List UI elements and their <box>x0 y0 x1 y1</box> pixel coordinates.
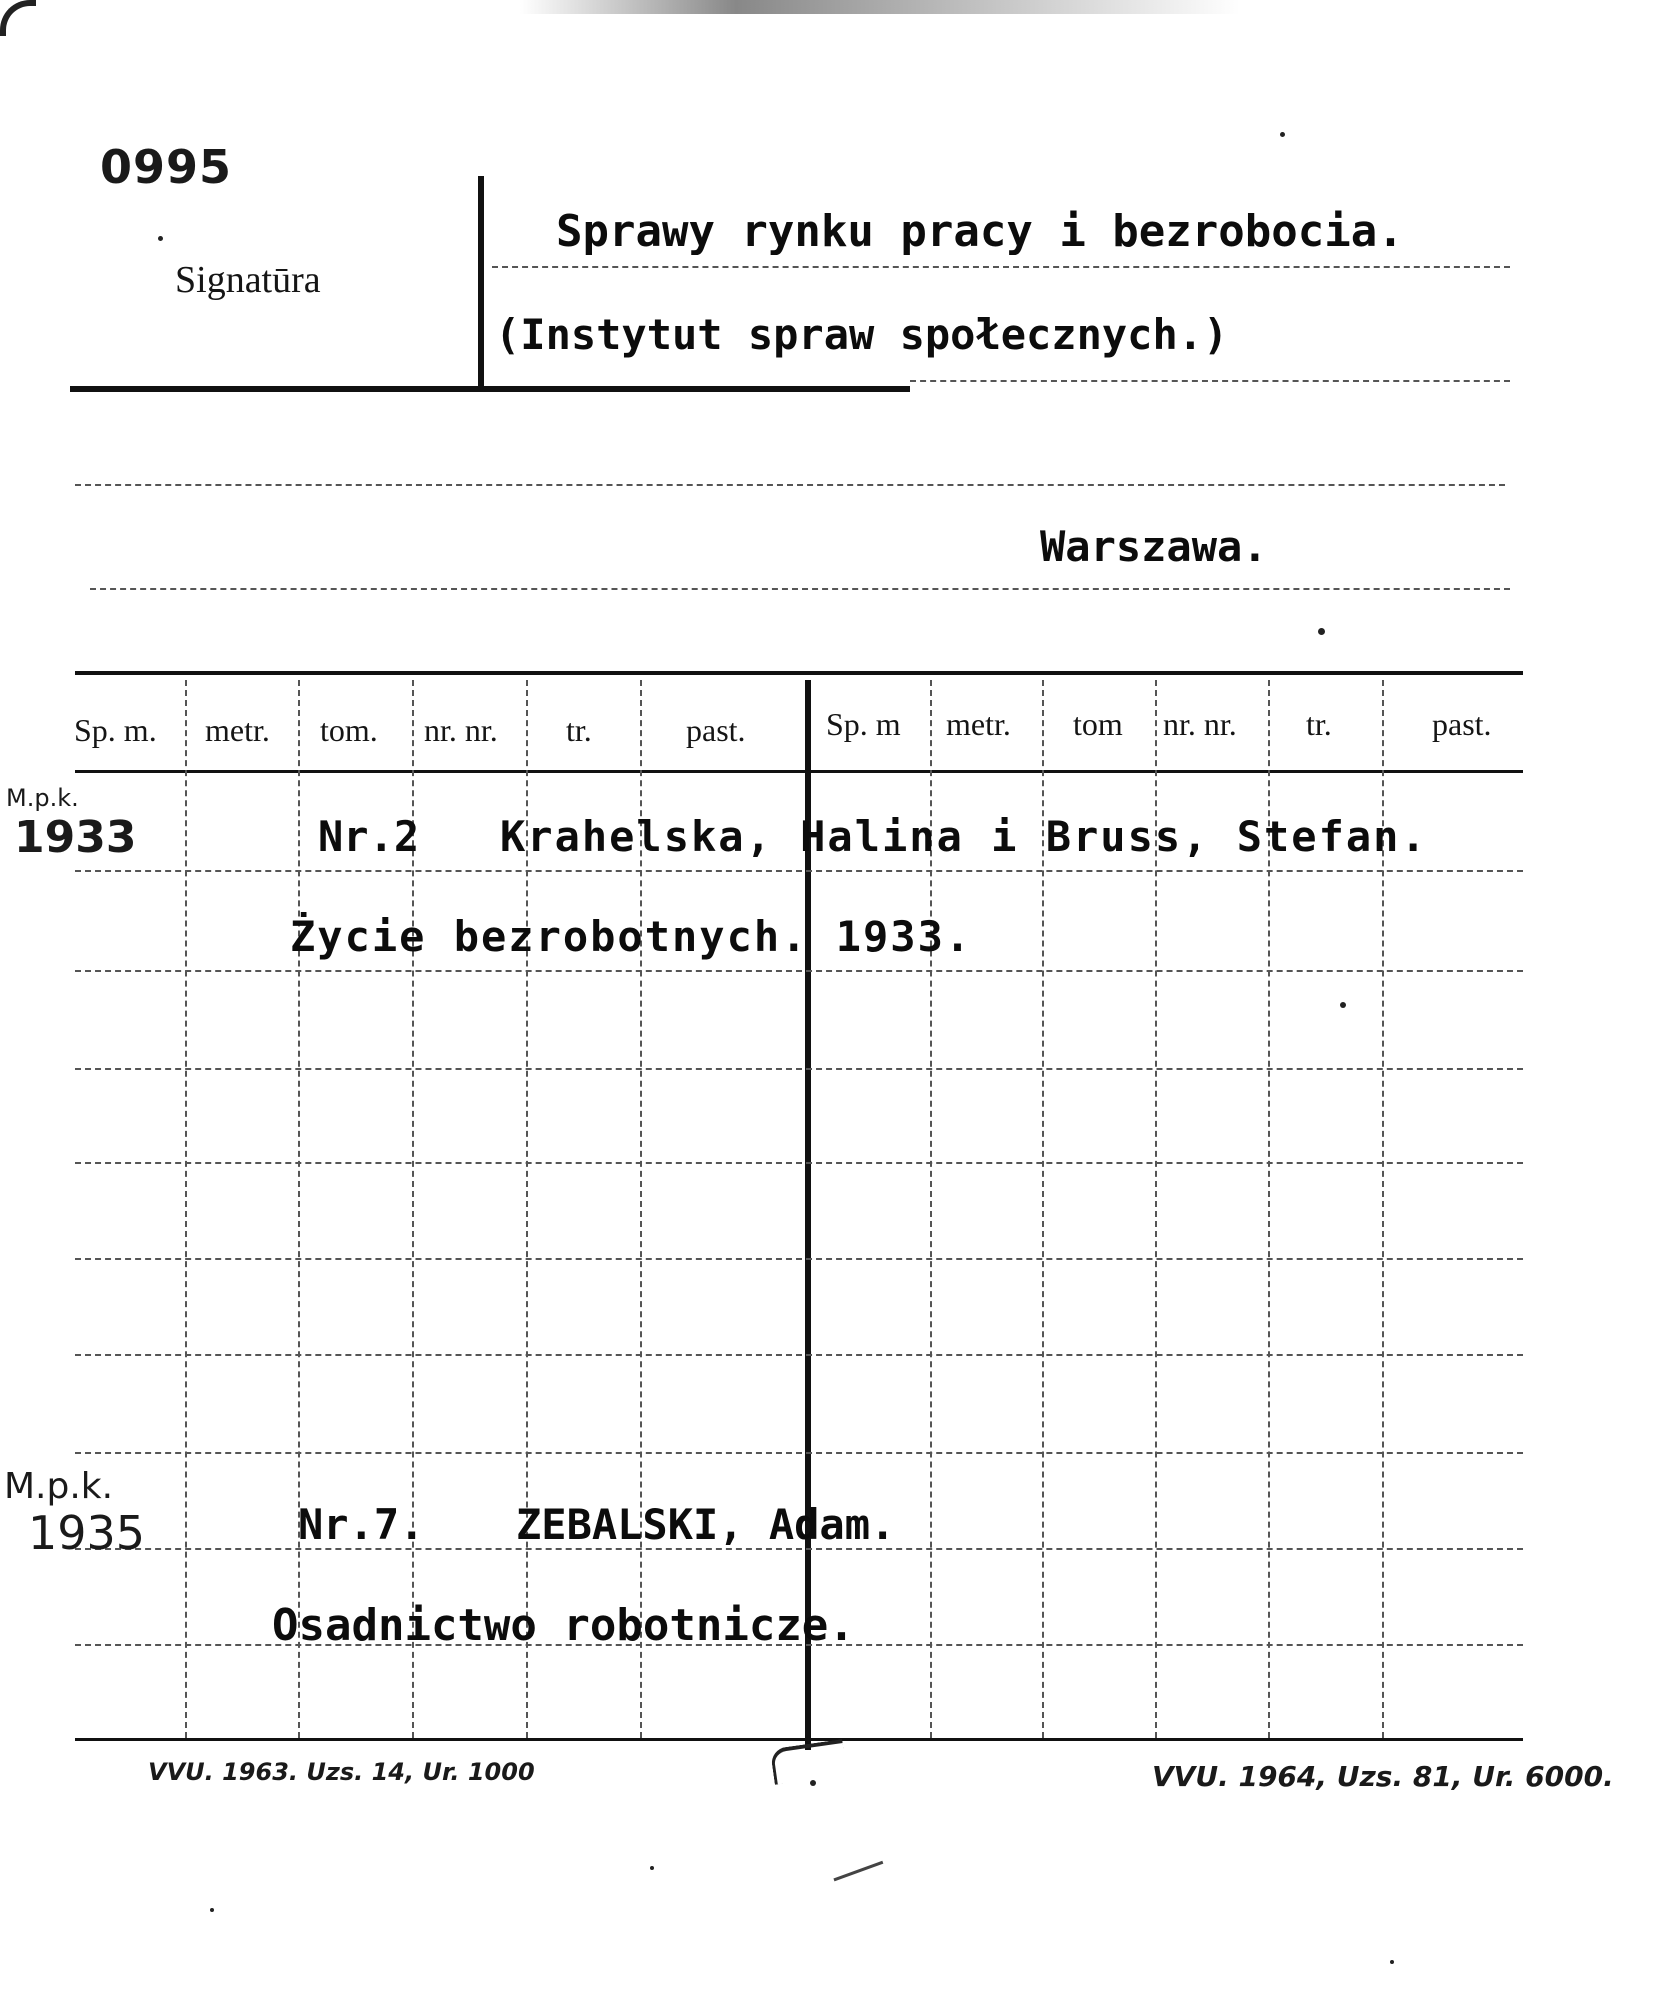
entry-number: Nr.7. <box>298 1500 425 1549</box>
speckle <box>650 1866 654 1870</box>
blank-line-1 <box>75 484 1505 486</box>
header-divider <box>478 176 484 386</box>
speckle <box>1280 132 1285 137</box>
place: Warszawa. <box>1040 522 1268 571</box>
card-title: Sprawy rynku pracy i bezrobocia. <box>556 206 1404 257</box>
entry-mark: M.p.k. <box>4 1466 114 1507</box>
footer-note-right: VVU. 1964, Uzs. 81, Ur. 6000. <box>1152 1760 1614 1793</box>
entry-mark: M.p.k. <box>6 784 79 812</box>
blank-line-2 <box>90 588 1510 590</box>
col-header-past-right: past. <box>1432 706 1492 742</box>
scribble-mark <box>829 1848 884 1882</box>
col-header-sp-m-right: Sp. m <box>826 706 901 742</box>
entry-year: 1935 <box>28 1506 146 1560</box>
grid-row-line <box>75 1162 1523 1164</box>
col-header-tr: tr. <box>566 712 592 748</box>
card-subtitle: (Instytut spraw społecznych.) <box>495 310 1229 359</box>
speckle <box>1318 628 1325 635</box>
table-top-rule <box>75 671 1523 675</box>
grid-row-line <box>75 1068 1523 1070</box>
speckle <box>210 1908 214 1912</box>
speckle <box>810 1780 816 1786</box>
col-header-nr-nr: nr. nr. <box>424 712 498 748</box>
header-bottom-rule-faint <box>910 380 1510 382</box>
entry-authors: Krahelska, Halina i Bruss, Stefan. <box>500 812 1428 861</box>
grid-row-line <box>75 970 1523 972</box>
grid-row-line <box>75 870 1523 872</box>
col-header-tom: tom. <box>320 712 378 748</box>
col-header-nr-nr-right: nr. nr. <box>1163 706 1237 742</box>
signature-label: Signatūra <box>175 259 321 301</box>
col-header-sp-m: Sp. m. <box>74 712 157 748</box>
table-bottom-rule <box>75 1738 1523 1741</box>
grid-row-line <box>75 1258 1523 1260</box>
speckle <box>1340 1002 1346 1008</box>
grid-row-line <box>75 1452 1523 1454</box>
speckle <box>158 236 163 241</box>
col-header-metr-right: metr. <box>946 706 1011 742</box>
title-underline <box>492 266 1510 268</box>
col-header-metr: metr. <box>205 712 270 748</box>
col-header-tr-right: tr. <box>1306 706 1332 742</box>
entry-year: 1933 <box>14 812 137 863</box>
table-header-rule <box>75 770 1523 773</box>
card-number: 0995 <box>100 140 233 194</box>
entry-authors: ZEBALSKI, Adam. <box>516 1500 896 1549</box>
grid-col-line <box>185 680 187 1738</box>
scribble-mark <box>770 1739 847 1785</box>
footer-note-left: VVU. 1963. Uzs. 14, Ur. 1000 <box>148 1758 535 1786</box>
corner-mark <box>0 0 36 36</box>
col-header-past: past. <box>686 712 746 748</box>
speckle <box>1390 1960 1394 1964</box>
grid-row-line <box>75 1354 1523 1356</box>
entry-number: Nr.2 <box>318 812 420 861</box>
col-header-tom-right: tom <box>1073 706 1123 742</box>
entry-title: Życie bezrobotnych. 1933. <box>290 912 973 961</box>
entry-title: Osadnictwo robotnicze. <box>272 1600 855 1651</box>
grid-col-line <box>298 680 300 1738</box>
header-bottom-rule <box>70 386 910 392</box>
top-edge-smudge <box>520 0 1240 14</box>
